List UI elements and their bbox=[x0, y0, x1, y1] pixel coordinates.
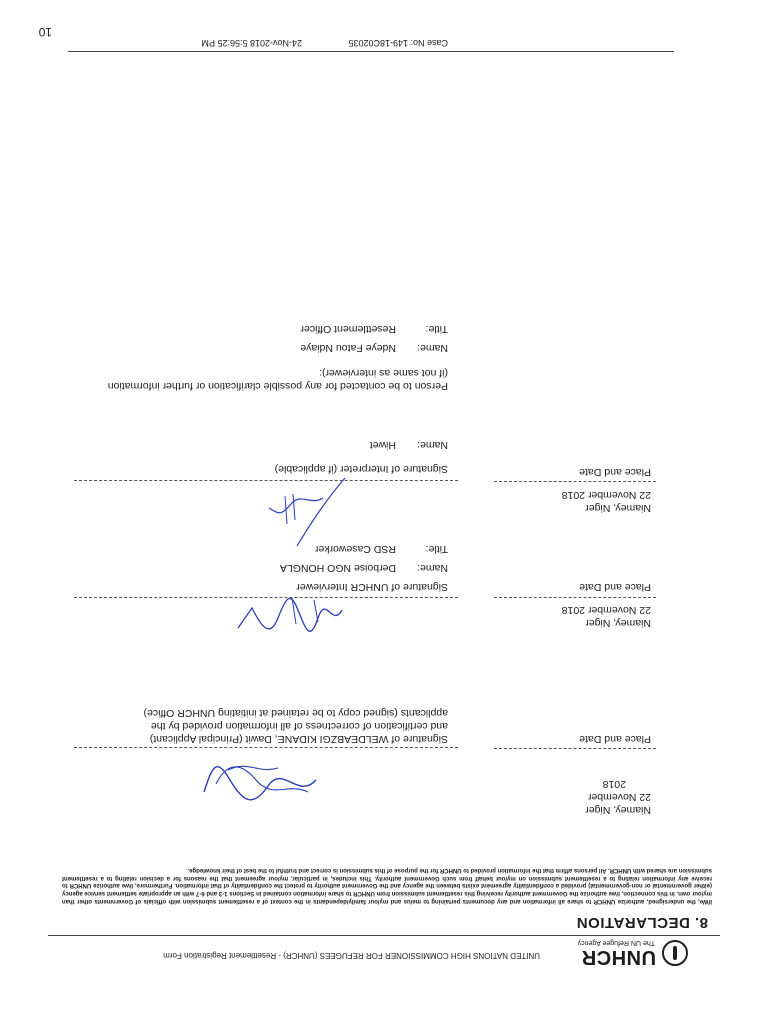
contact-person-label: Person to be contacted for any possible clarification or further information bbox=[107, 380, 448, 392]
interviewer-name-label: Name: bbox=[417, 562, 448, 574]
interviewer-signature bbox=[228, 588, 348, 640]
section-title: 8. DECLARATION bbox=[576, 914, 708, 931]
contact-name-label: Name: bbox=[417, 342, 448, 354]
interviewer-title: RSD Caseworker bbox=[314, 543, 396, 555]
applicant-signature bbox=[198, 754, 328, 810]
interviewer-signature-line bbox=[74, 597, 458, 598]
applicant-place: Niamey, Niger bbox=[585, 804, 651, 816]
interpreter-signature-label: Signature of Interpreter (if applicable) bbox=[274, 463, 448, 475]
interviewer-date: 22 November 2018 bbox=[561, 604, 651, 616]
contact-name: Ndeye Fatou Ndiaye bbox=[300, 342, 396, 354]
applicant-signature-line bbox=[74, 747, 458, 748]
applicant-retention-line: applicants (signed copy to be retained at initiating UNHCR Office) bbox=[143, 707, 448, 719]
interpreter-place: Niamey, Niger bbox=[585, 502, 651, 514]
applicant-certification-line: and certification of correctness of all information provided by the bbox=[150, 720, 448, 732]
interviewer-place-date-label: Place and Date bbox=[579, 581, 651, 593]
applicant-date-line1: 22 November bbox=[587, 791, 651, 803]
interpreter-name: Hiwet bbox=[369, 439, 396, 451]
interpreter-place-date-label: Place and Date bbox=[579, 466, 651, 478]
unhcr-logo-icon bbox=[662, 940, 688, 966]
interpreter-signature bbox=[263, 472, 353, 554]
interviewer-name: Derboise NGO HONGLA bbox=[279, 562, 396, 574]
interviewer-place: Niamey, Niger bbox=[585, 617, 651, 629]
page-number: 10 bbox=[38, 25, 52, 39]
logo-text: UNHCR bbox=[581, 946, 656, 968]
contact-title-label: Title: bbox=[425, 323, 448, 335]
interviewer-title-label: Title: bbox=[425, 543, 448, 555]
applicant-place-date-line bbox=[494, 748, 656, 749]
applicant-signature-label: Signature of WELDEABZGI KIDANE, Dawit (Principal Applicant) bbox=[149, 733, 448, 745]
contact-person-note: (if not same as interviewer): bbox=[319, 367, 448, 379]
interviewer-signature-label: Signature of UNHCR Interviewer bbox=[296, 581, 448, 593]
interpreter-place-date-line bbox=[494, 481, 656, 482]
timestamp: 24-Nov-2018 5:56:25 PM bbox=[201, 38, 302, 48]
declaration-paragraph: I/We, the undersigned, authorize UNHCR to share all information and any documents pertaining to me/us and my/our family/dependants in the context of a resettlement submission with officials of Governments other than my/our own. In this connection, I/we authorize the Government authority receiving this resettlement submission from UNHCR to share information contained in Sections 1-3 and 6-7 with an appropriate settlement service agency (either governmental or non-governmental) provided a confidentiality agreement exists between the agency and the Government authority to protect the confidentiality of that information. Furthermore, I/we authorize UNHCR to receive any information relating to a resettlement submission on my/our behalf from such Government authority. This includes, in particular, my/our agreement that the reasons for a decision relating to a resettlement submission are shared with UNHCR. All persons affirm that the information provided to UNHCR for the purpose of this submission is correct and truthful to the best of their knowledge. bbox=[62, 866, 712, 904]
interpreter-name-label: Name: bbox=[417, 439, 448, 451]
header-divider bbox=[48, 935, 720, 936]
form-title: UNITED NATIONS HIGH COMMISSIONER FOR REFUGEES (UNHCR) - Resettlement Registration Form bbox=[163, 951, 540, 960]
applicant-date-line2: 2018 bbox=[602, 778, 626, 790]
interviewer-place-date-line bbox=[494, 597, 656, 598]
interpreter-signature-line bbox=[74, 480, 458, 481]
logo-subtitle: The UN Refugee Agency bbox=[577, 939, 655, 946]
case-number: Case No: 149-18C02035 bbox=[348, 38, 448, 48]
interpreter-date: 22 November 2018 bbox=[561, 489, 651, 501]
contact-title: Resettlement Officer bbox=[300, 323, 396, 335]
applicant-place-date-label: Place and Date bbox=[579, 733, 651, 745]
footer-divider bbox=[68, 51, 674, 52]
